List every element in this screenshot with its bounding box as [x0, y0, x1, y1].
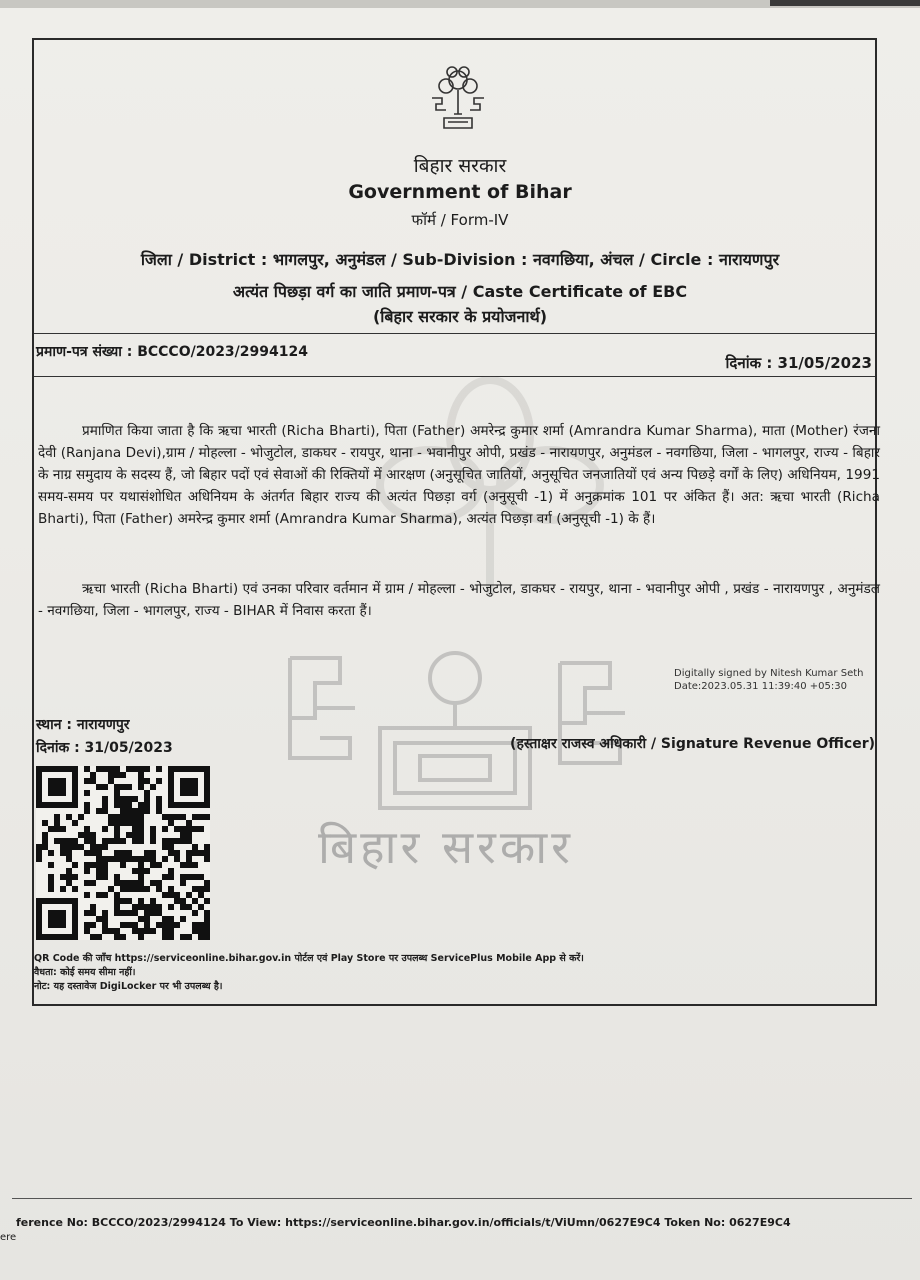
digital-signed-date: Date:2023.05.31 11:39:40 +05:30 — [674, 681, 847, 692]
qr-code-icon[interactable] — [36, 766, 210, 940]
digilocker-note: नोट: यह दस्तावेज DigiLocker पर भी उपलब्ध है। — [34, 981, 223, 992]
certificate-purpose: (बिहार सरकार के प्रयोजनार्थ) — [372, 307, 548, 326]
gov-title-hindi: बिहार सरकार — [413, 155, 507, 177]
gov-title-english: Government of Bihar — [348, 181, 572, 203]
district-line: जिला / District : भागलपुर, अनुमंडल / Sub-Division : नवगछिया, अंचल / Circle : नारायणपुर — [140, 250, 780, 269]
watermark-text: बिहार सरकार — [318, 820, 574, 874]
form-number: फॉर्म / Form-IV — [411, 211, 509, 229]
header-divider — [34, 333, 875, 334]
validity-note: वैधता: कोई समय सीमा नहीं। — [34, 967, 136, 978]
certificate-title: अत्यंत पिछड़ा वर्ग का जाति प्रमाण-पत्र / Caste Certificate of EBC — [232, 282, 688, 301]
page-edge-text: ere — [0, 1232, 17, 1243]
footer-divider — [12, 1198, 912, 1199]
qr-verification-note: QR Code की जाँच https://serviceonline.bihar.gov.in पोर्टल एवं Play Store पर उपलब्ध ServicePlus Mobile App से करें। — [34, 953, 584, 964]
footer-reference: ference No: BCCCO/2023/2994124 To View: https://serviceonline.bihar.gov.in/officials/t/ViUmn/0627E9C4 Token No: 0627E9C4 — [16, 1216, 791, 1229]
certificate-number: प्रमाण-पत्र संख्या : BCCCO/2023/2994124 — [36, 344, 308, 360]
dark-corner — [770, 0, 920, 6]
digital-signed-by: Digitally signed by Nitesh Kumar Seth — [674, 668, 864, 679]
bodhi-tree-emblem-icon — [424, 62, 492, 134]
digital-signature-block — [674, 667, 863, 693]
certificate-body-paragraph-2: ऋचा भारती (Richa Bharti) एवं उनका परिवार वर्तमान में ग्राम / मोहल्ला - भोजुटोल, डाकघर - रायपुर, थाना - भवानीपुर ओपी , प्रखंड - नारायणपुर , अनुमंडल - नवगछिया, जिला - भागलपुर, राज्य - BIHAR में निवास करता हैं। — [38, 581, 880, 619]
certificate-body-paragraph-1: प्रमाणित किया जाता है कि ऋचा भारती (Richa Bharti), पिता (Father) अमरेन्द्र कुमार शर्मा (Amrandra Kumar Sharma), माता (Mother) रंजना देवी (Ranjana Devi),ग्राम / मोहल्ला - भोजुटोल, डाकघर - रायपुर, थाना - भवानीपुर ओपी, प्रखंड - नारायणपुर, अनुमंडल - नवगछिया, जिला - भागलपुर, राज्य - बिहार के नाग्र समुदाय के सदस्य हैं, जो बिहार पदों एवं सेवाओं की रिक्तियों में आरक्षण (अनुसूचित जातियों, अनुसूचित जनजातियों एवं अन्य पिछड़े वर्गों के लिए) अधिनियम, 1991 समय-समय पर यथासंशोधित अधिनियम के अंतर्गत बिहार राज्य की अत्यंत पिछड़ा वर्ग (अनुसूची -1) में अनुक्रमांक 101 पर अंकित हैं। अत: ऋचा भारती (Richa Bharti), पिता (Father) अमरेन्द्र कुमार शर्मा (Amrandra Kumar Sharma), अत्यंत पिछड़ा वर्ग (अनुसूची -1) के हैं। — [38, 423, 880, 527]
signature-date: दिनांक : 31/05/2023 — [36, 740, 173, 756]
place-label: स्थान : नारायणपुर — [36, 717, 130, 733]
issue-date: दिनांक : 31/05/2023 — [725, 354, 872, 372]
signature-officer: (हस्ताक्षर राजस्व अधिकारी / Signature Revenue Officer) — [510, 736, 875, 752]
